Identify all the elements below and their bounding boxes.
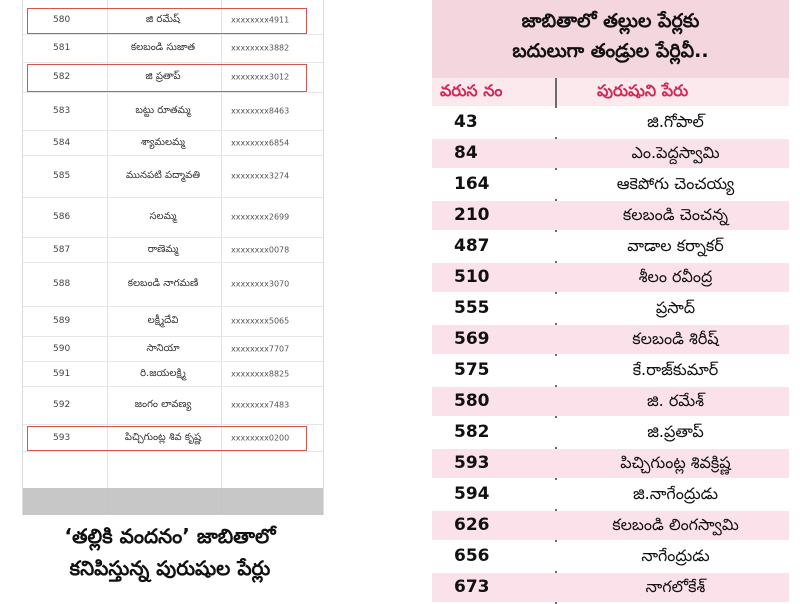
table-row	[432, 170, 789, 199]
serial-number: 84	[454, 143, 478, 163]
row-id: xxxxxxxx3070	[231, 279, 290, 289]
row-id: xxxxxxxx3274	[231, 171, 290, 181]
table-row	[432, 294, 789, 323]
table-row	[23, 306, 323, 337]
row-name: జి ప్రతాప్	[145, 71, 181, 82]
table-row	[432, 356, 789, 385]
row-name: జి రమేష్	[145, 14, 181, 25]
scan-shadow	[23, 488, 323, 515]
serial-number: 656	[454, 546, 490, 566]
table-row	[432, 418, 789, 447]
row-number: 590	[53, 343, 71, 354]
row-number: 587	[53, 244, 71, 255]
table-row	[23, 34, 323, 63]
column-header-name: పురుషుని పేరు	[597, 81, 689, 100]
row-id: xxxxxxxx4911	[231, 15, 290, 25]
highlight-box	[27, 8, 307, 34]
row-number: 585	[53, 171, 71, 181]
row-id: xxxxxxxx5065	[231, 316, 290, 326]
row-name: కలబండి నాగమణి	[127, 278, 199, 289]
serial-number: 582	[454, 422, 490, 442]
row-name: రాణెమ్మ	[147, 243, 179, 255]
row-name: సలమ్మ	[149, 211, 177, 222]
row-id: xxxxxxxx7707	[231, 344, 290, 353]
row-number: 591	[53, 368, 71, 379]
table-row	[23, 237, 323, 263]
row-name: లక్ష్మీదేవి	[147, 315, 179, 326]
male-name: ఆకెపోగు చెంచయ్య	[616, 174, 735, 193]
row-number: 588	[53, 279, 71, 289]
highlight-box	[27, 64, 307, 92]
table-row	[432, 542, 789, 571]
male-name: జి.నాగేంద్రుడు	[632, 484, 719, 503]
table-row	[23, 262, 323, 307]
row-id: xxxxxxxx0200	[231, 433, 290, 442]
table-row	[23, 197, 323, 238]
panel-title-line-2: బదులుగా తండ్రుల పేర్లివీ..	[512, 40, 709, 62]
row-number: 586	[53, 212, 71, 222]
row-number: 583	[53, 106, 71, 116]
male-name: శీలం రవీంద్ర	[638, 267, 713, 286]
serial-number: 43	[454, 112, 478, 132]
panel-header	[432, 0, 789, 78]
serial-number: 580	[454, 391, 490, 411]
row-name: కలబండి సుజాత	[130, 42, 196, 53]
fathers-names-panel	[432, 0, 789, 604]
row-number: 580	[53, 15, 71, 25]
table-row	[432, 139, 789, 168]
serial-number: 626	[454, 515, 490, 535]
row-number: 593	[53, 432, 71, 443]
column-header-serial: వరుస నం	[440, 81, 503, 100]
image-caption	[0, 520, 340, 584]
male-name: పిచ్చిగుంట్ల శివక్రిష్ణ	[620, 453, 731, 472]
row-name: బట్టు రూతమ్మ	[135, 105, 191, 116]
caption-line-2: కనిపిస్తున్న పురుషుల పేర్లు	[69, 556, 271, 580]
serial-number: 210	[454, 205, 490, 225]
column-header-row	[432, 78, 789, 106]
row-id: xxxxxxxx7483	[231, 400, 290, 410]
row-id: xxxxxxxx2699	[231, 212, 290, 222]
row-number: 592	[53, 400, 71, 410]
row-id: xxxxxxxx8825	[231, 369, 290, 378]
serial-number: 555	[454, 298, 490, 318]
serial-number: 593	[454, 453, 490, 473]
male-name: ఎం.పెద్దస్వామి	[631, 143, 720, 162]
row-id: xxxxxxxx8463	[231, 106, 290, 116]
male-name: జి.గోపాల్	[647, 112, 704, 131]
row-name: శ్యామలమ్మ	[141, 136, 185, 148]
serial-number: 510	[454, 267, 490, 287]
table-row	[432, 108, 789, 137]
table-row	[432, 325, 789, 354]
panel-title-line-1: జాబితాలో తల్లుల పేర్లకు	[521, 10, 700, 32]
table-row	[23, 130, 323, 156]
row-id: xxxxxxxx3882	[231, 43, 290, 53]
serial-number: 164	[454, 174, 490, 194]
table-row	[23, 386, 323, 425]
scanned-beneficiary-table	[22, 0, 324, 515]
row-name: సానియా	[146, 342, 180, 354]
serial-number: 487	[454, 236, 490, 256]
table-row	[432, 387, 789, 416]
row-name: జంగం లావణ్య	[134, 399, 192, 410]
table-row	[23, 336, 323, 362]
serial-number: 594	[454, 484, 490, 504]
row-number: 584	[53, 137, 71, 148]
row-number: 581	[53, 43, 71, 53]
male-name: కే.రాజ్‌కుమార్	[632, 360, 719, 379]
table-row	[432, 573, 789, 602]
serial-number: 569	[454, 329, 490, 349]
male-name: కలబండి చెంచన్న	[622, 205, 729, 224]
row-id: xxxxxxxx6854	[231, 138, 290, 147]
male-name: కలబండి శిరీష్	[632, 329, 719, 348]
table-row	[432, 201, 789, 230]
row-name: పిచ్చిగుంట్ల శివ కృష్ణ	[124, 431, 202, 443]
serial-number: 575	[454, 360, 490, 380]
male-name: వాడాల కర్నాకర్	[627, 236, 724, 255]
table-row	[23, 92, 323, 131]
table-row	[432, 232, 789, 261]
row-id: xxxxxxxx3012	[231, 72, 290, 82]
table-row	[23, 155, 323, 198]
male-name: జి.ప్రతాప్	[647, 422, 704, 441]
table-row	[23, 361, 323, 387]
male-name: నాగలోకేశ్	[645, 577, 706, 596]
table-row	[432, 480, 789, 509]
caption-line-1: ‘తల్లికి వందనం’ జాబితాలో	[64, 524, 276, 548]
row-name: మునపటి పద్మావతి	[125, 170, 201, 181]
male-name: నాగేంద్రుడు	[641, 546, 710, 565]
row-number: 582	[53, 72, 71, 82]
serial-number: 673	[454, 577, 490, 597]
table-row	[432, 449, 789, 478]
male-name: ప్రసాద్	[655, 298, 696, 317]
table-row	[432, 263, 789, 292]
highlight-box	[27, 426, 307, 451]
table-row	[432, 511, 789, 540]
row-number: 589	[53, 316, 71, 326]
male-name: కలబండి లింగస్వామి	[612, 515, 739, 534]
row-name: రి.జయలక్ష్మి	[140, 367, 186, 379]
male-name: జి. రమేశ్	[646, 391, 705, 410]
row-id: xxxxxxxx0078	[231, 245, 290, 254]
